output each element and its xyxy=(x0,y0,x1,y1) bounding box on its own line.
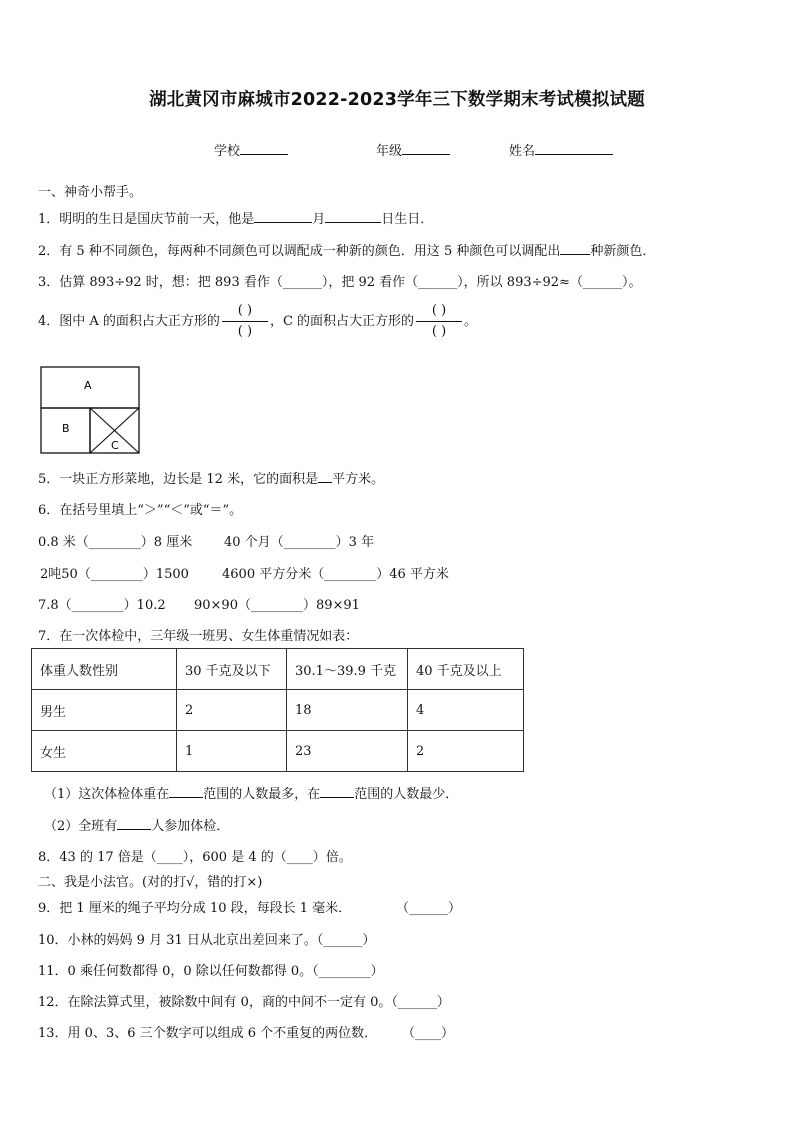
table-header-cell: 40 千克及以上 xyxy=(408,649,524,690)
weight-table xyxy=(31,648,524,772)
table-header-cell: 30.1～39.9 千克 xyxy=(287,649,408,690)
q6-row-2-right: 4600 平方分米（________）46 平方米 xyxy=(222,567,449,582)
table-cell: 女生 xyxy=(32,731,177,772)
q2-blank[interactable] xyxy=(560,242,590,255)
question-7-1: （1）这次体检体重在 范围的人数最多，在 范围的人数最少． xyxy=(44,787,459,802)
question-5: 5．一块正方形菜地，边长是 12 米，它的面积是 平方米。 xyxy=(38,472,385,487)
q1-day-blank[interactable] xyxy=(325,210,381,223)
label-c: C xyxy=(111,439,119,452)
question-6: 6．在括号里填上“＞”“＜”或“＝”。 xyxy=(38,503,243,518)
table-row xyxy=(32,690,524,731)
question-11: 11．0 乘任何数都得 0，0 除以任何数都得 0。（________） xyxy=(38,964,384,979)
question-7-2: （2）全班有 人参加体检． xyxy=(44,819,230,834)
school-label: 学校 xyxy=(214,144,241,159)
table-cell: 18 xyxy=(287,690,408,731)
name-blank[interactable] xyxy=(535,142,613,155)
name-field xyxy=(509,140,613,159)
q7-1-most-blank[interactable] xyxy=(169,785,203,798)
table-header-cell: 体重人数性别 xyxy=(32,649,177,690)
question-10: 10．小林的妈妈 9 月 31 日从北京出差回来了。（______） xyxy=(38,933,376,948)
question-3: 3．估算 893÷92 时，想：把 893 看作（______），把 92 看作（______），所以 893÷92≈（______）。 xyxy=(38,275,642,290)
table-cell: 2 xyxy=(177,690,287,731)
q9-answer[interactable]: （______） xyxy=(396,901,462,916)
grade-blank[interactable] xyxy=(402,142,450,155)
q6-row-1-left: 0.8 米（________）8 厘米 xyxy=(38,535,193,550)
q13-answer[interactable]: （____） xyxy=(402,1026,455,1041)
question-4: 4．图中 A 的面积占大正方形的 $\frac{( )}{( )}$ ，C 的面积占大正方形的 $\frac{( )}{( )}$ 。 xyxy=(38,303,478,339)
table-row xyxy=(32,731,524,772)
q6-row-3-left: 7.8（________）10.2 xyxy=(38,598,166,613)
table-header-row xyxy=(32,649,524,690)
table-cell: 1 xyxy=(177,731,287,772)
q6-row-2-left: 2吨50（________）1500 xyxy=(40,567,189,582)
question-9: 9．把 1 厘米的绳子平均分成 10 段，每段长 1 毫米． xyxy=(38,901,352,916)
q5-blank[interactable] xyxy=(318,470,332,483)
label-a: A xyxy=(84,379,92,392)
square-diagram xyxy=(40,366,144,456)
q7-1-least-blank[interactable] xyxy=(320,785,354,798)
table-header-cell: 30 千克及以下 xyxy=(177,649,287,690)
q7-2-blank[interactable] xyxy=(117,817,151,830)
question-7: 7．在一次体检中，三年级一班男、女生体重情况如表： xyxy=(38,629,359,644)
page-title: 湖北黄冈市麻城市2022-2023学年三下数学期末考试模拟试题 xyxy=(149,90,645,110)
question-12: 12．在除法算式里，被除数中间有 0，商的中间不一定有 0。（______） xyxy=(38,995,450,1010)
grade-label: 年级 xyxy=(376,144,403,159)
question-8: 8．43 的 17 倍是（____），600 是 4 的（____）倍。 xyxy=(38,850,352,865)
q1-month-blank[interactable] xyxy=(254,210,312,223)
question-2: 2．有 5 种不同颜色，每两种不同颜色可以调配成一种新的颜色．用这 5 种颜色可以调配出 种新颜色． xyxy=(38,244,656,259)
table-cell: 2 xyxy=(408,731,524,772)
q4-fraction-c[interactable]: $\frac{( )}{( )}$ xyxy=(416,302,462,341)
section2-heading: 二、我是小法官。(对的打√，错的打×) xyxy=(38,875,263,890)
q6-row-1-right: 40 个月（________）3 年 xyxy=(224,535,375,550)
table-cell: 23 xyxy=(287,731,408,772)
school-blank[interactable] xyxy=(240,142,288,155)
question-13: 13．用 0、3、6 三个数字可以组成 6 个不重复的两位数． xyxy=(38,1026,378,1041)
table-cell: 男生 xyxy=(32,690,177,731)
section1-heading: 一、神奇小帮手。 xyxy=(38,185,143,200)
school-field xyxy=(214,140,288,159)
question-1: 1．明明的生日是国庆节前一天，他是 月 日生日． xyxy=(38,212,434,227)
label-b: B xyxy=(62,422,70,435)
table-cell: 4 xyxy=(408,690,524,731)
grade-field xyxy=(376,140,450,159)
q4-fraction-a[interactable]: $\frac{( )}{( )}$ xyxy=(222,302,268,341)
name-label: 姓名 xyxy=(509,144,536,159)
q6-row-3-right: 90×90（________）89×91 xyxy=(194,598,360,613)
